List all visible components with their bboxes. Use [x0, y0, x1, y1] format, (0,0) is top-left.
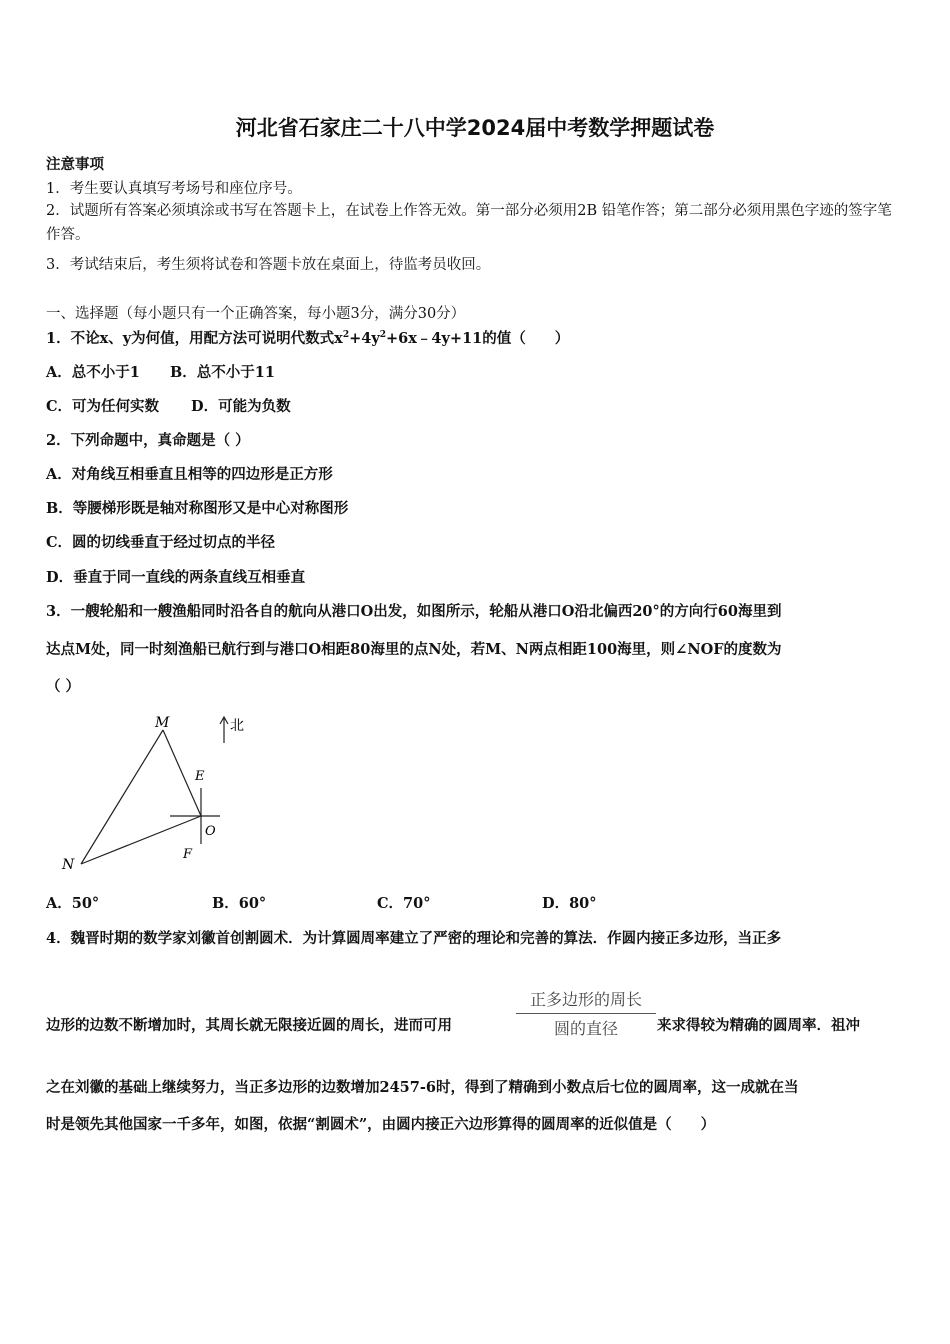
fraction-numerator: 正多边形的周长	[516, 987, 656, 1014]
section-heading: 一、选择题（每小题只有一个正确答案，每小题3分，满分30分）	[46, 306, 466, 322]
q2-option-a: A．对角线互相垂直且相等的四边形是正方形	[46, 466, 333, 483]
q1-option-d: D．可能为负数	[191, 398, 291, 415]
question-4-line-3: 之在刘徽的基础上继续努力，当正多边形的边数增加2457-6时，得到了精确到小数点后七位的圆周率，这一成就在当	[46, 1079, 799, 1096]
q2-option-c: C．圆的切线垂直于经过切点的半径	[46, 534, 276, 551]
notice-heading: 注意事项	[46, 156, 104, 173]
perimeter-fraction	[516, 987, 656, 1039]
q1-option-c: C．可为任何实数	[46, 398, 160, 415]
question-3-line-3: （ ）	[46, 678, 81, 695]
question-4-line-4: 时是领先其他国家一千多年，如图，依据“割圆术”，由圆内接正六边形算得的圆周率的近似值是（ ）	[46, 1116, 716, 1133]
question-2-stem: 2．下列命题中，真命题是（ ）	[46, 432, 250, 449]
page-title: 河北省石家庄二十八中学2024届中考数学押题试卷	[235, 116, 715, 140]
label-f: F	[183, 847, 193, 862]
q1-x: x	[334, 330, 343, 347]
fraction-denominator: 圆的直径	[553, 1019, 618, 1038]
q1-sup2: 2	[379, 330, 387, 341]
q1-sup1: 2	[342, 330, 350, 341]
question-1-stem	[46, 327, 569, 348]
question-3-line-2: 达点M处，同一时刻渔船已航行到与港口O相距80海里的点N处，若M、N两点相距100海里，则∠NOF的度数为	[46, 641, 782, 658]
q3-option-b: B．60°	[212, 895, 267, 912]
q2-option-b: B．等腰梯形既是轴对称图形又是中心对称图形	[46, 500, 349, 517]
q2-option-d: D．垂直于同一直线的两条直线互相垂直	[46, 569, 306, 586]
notice-item-3: 3．考试结束后，考生须将试卷和答题卡放在桌面上，待监考员收回。	[46, 257, 491, 273]
label-e: E	[195, 769, 205, 784]
q1-mid: +4y	[349, 330, 380, 347]
question-4-line-2a: 边形的边数不断增加时，其周长就无限接近圆的周长，进而可用	[46, 1017, 452, 1034]
label-north: 北	[230, 718, 244, 734]
q1-prefix: 1．不论x、y为何值，用配方法可说明代数式	[46, 330, 335, 347]
question-4-line-1: 4．魏晋时期的数学家刘徽首创割圆术．为计算圆周率建立了严密的理论和完善的算法．作圆内接正多边形，当正多	[46, 930, 782, 947]
question-4-line-2b: 来求得较为精确的圆周率．祖冲	[657, 1017, 860, 1034]
q1-option-b: B．总不小于11	[170, 364, 275, 381]
q1-option-a: A．总不小于1	[46, 364, 140, 381]
label-n: N	[62, 857, 75, 873]
q1-suffix: +6x﹣4y+11的值（ ）	[386, 330, 570, 347]
notice-item-2: 2．试题所有答案必须填涂或书写在答题卡上，在试卷上作答无效。第一部分必须用2B 铅笔作答；第二部分必须用黑色字迹的签字笔作答。	[46, 203, 892, 243]
question-3-line-1: 3．一艘轮船和一艘渔船同时沿各自的航向从港口O出发，如图所示，轮船从港口O沿北偏西20°的方向行60海里到	[46, 603, 782, 620]
q3-option-a: A．50°	[46, 895, 100, 912]
label-o: O	[205, 824, 216, 839]
navigation-figure	[50, 708, 250, 878]
q3-option-d: D．80°	[542, 895, 597, 912]
segment-mn	[81, 730, 163, 864]
q3-option-c: C．70°	[377, 895, 431, 912]
label-m: M	[155, 715, 170, 731]
notice-item-1: 1．考生要认真填写考场号和座位序号。	[46, 181, 302, 197]
